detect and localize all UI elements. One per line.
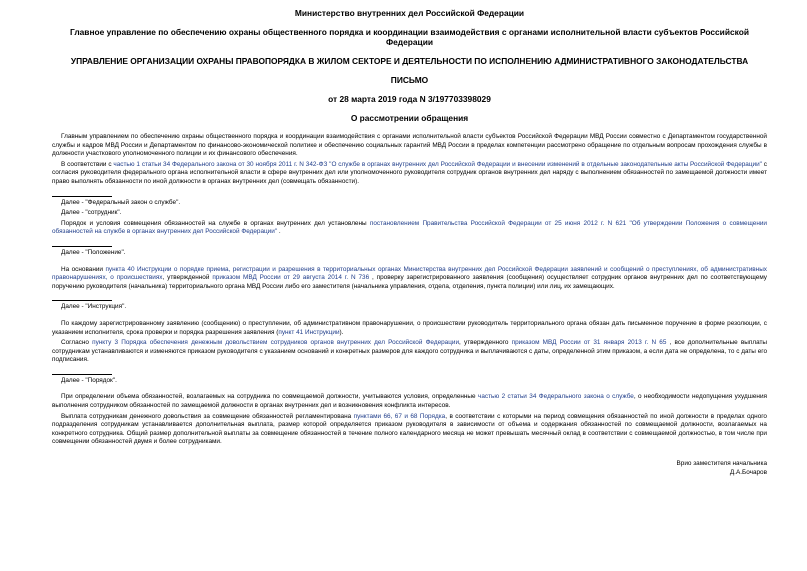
procedure-items-66-68-link[interactable]: пунктами 66, 67 и 68 Порядка <box>353 412 446 420</box>
paragraph-payments <box>52 339 767 365</box>
paragraph-intro: Главным управлением по обеспечению охраны общественного порядка и координации взаимодействия с органами исполнительной власти субъектов Российской Федерации МВД России совместно с Департаментом государственной службы и кадров МВД России и Департаментом по финансово-экономической политике и обеспечению социальных гарантий МВД России в пределах компетенции рассмотрено обращение по отдельным вопросам прохождения службы в должности участкового уполномоченного полиции и их финансового обеспечения. <box>52 133 767 158</box>
text-fragment: В соответствии с <box>61 160 114 168</box>
text-fragment: с согласия руководителя федерального органа исполнительной власти в сфере внутренних дел или уполномоченного руководителя сотрудник органов внутренних дел наряду с выполнением обязанностей по замещаемой должности имеет право выполнять обязанности по иной должности в органах внутренних дел (совмещать обязанности). <box>52 160 767 185</box>
signature-name: Д.А.Бочаров <box>729 469 767 477</box>
text-fragment: ). <box>339 328 344 336</box>
instruction-item41-link[interactable]: пункт 41 Инструкции <box>278 328 340 336</box>
footnote-separator <box>52 246 112 247</box>
paragraph-duties-volume <box>52 393 767 410</box>
resolution-621-link[interactable]: постановлением Правительства Российской Федерации от 25 июня 2012 г. N 621 "Об утверждении Положения о совмещении обязанностей на службе в органах внутренних дел Российской Федерации" <box>52 219 767 236</box>
document-date-number: от 28 марта 2019 года N 3/197703398029 <box>328 94 491 104</box>
text-fragment: , все дополнительные выплаты сотрудникам устанавливаются и изменяются приказом руководителя с указанием оснований и конкретных размеров для каждого сотрудника и выплачиваются с даты, определенной этим приказом, а если дата не определена, то с даты его подписания. <box>52 339 768 364</box>
paragraph-regulation <box>52 220 767 237</box>
order-65-link[interactable]: приказом МВД России от 31 января 2013 г. N 65 <box>511 339 667 347</box>
footnote-separator <box>52 300 112 301</box>
text-fragment: . <box>277 228 281 236</box>
signature-position: Врио заместителя начальника <box>676 460 767 468</box>
text-fragment: , в соответствии с которыми на период совмещения обязанностей по иной должности в пределах одного подразделения сотрудникам устанавливается дополнительная выплата, размер которой определяется приказом руководителя в зависимости от объема и содержания обязанностей по совмещаемой должности, возлагаемых на конкретного сотрудника. Общий размер дополнительной выплаты за совмещение обязанностей в течение полного календарного месяца не может превышать месячный оклад в соответствии с совмещаемой должностью, в том числе при совмещении обязанностей двумя и более сотрудниками. <box>52 412 767 446</box>
procedure-item3-link[interactable]: пункту 3 Порядка обеспечения денежным довольствием сотрудников органов внутренних дел Российской Федерации <box>92 339 460 347</box>
text-fragment: При определении объема обязанностей, возлагаемых на сотрудника по совмещаемой должности, учитываются условия, определенные <box>61 393 479 401</box>
ministry-title: Министерство внутренних дел Российской Федерации <box>294 8 525 18</box>
text-fragment: На основании <box>61 265 106 273</box>
text-fragment: Порядок и условия совмещения обязанностей на службе в органах внутренних дел установлены <box>61 219 370 227</box>
footnote-procedure: Далее - "Порядок". <box>61 376 117 384</box>
text-fragment: , утвержденного <box>459 339 512 347</box>
footnote-law: Далее - "Федеральный закон о службе". <box>61 198 181 206</box>
main-directorate-title: Главное управление по обеспечению охраны общественного порядка и координации взаимодействия с органами исполнительной власти субъектов Российской Федерации <box>70 27 749 47</box>
paragraph-resolution <box>52 320 767 337</box>
paragraph-instruction <box>52 266 767 292</box>
directorate-title: УПРАВЛЕНИЕ ОРГАНИЗАЦИИ ОХРАНЫ ПРАВОПОРЯДКА В ЖИЛОМ СЕКТОРЕ И ДЕЯТЕЛЬНОСТИ ПО ИСПОЛНЕНИЮ АДМИНИСТРАТИВНОГО ЗАКОНОДАТЕЛЬСТВА <box>70 56 749 66</box>
text-fragment: Согласно <box>61 339 93 347</box>
law-342fz-link[interactable]: частью 1 статьи 34 Федерального закона от 30 ноября 2011 г. N 342-ФЗ "О службе в органах внутренних дел Российской Федерации и внесении изменений в отдельные законодательные акты Российской Федерации" <box>113 160 762 168</box>
law-part2-art34-link[interactable]: частью 2 статьи 34 Федерального закона о службе <box>478 393 634 401</box>
document-type: ПИСЬМО <box>390 75 429 85</box>
text-fragment: , о необходимости недопущения ухудшения выполнения сотрудником обязанностей по замещаемой должности в органах внутренних дел и возникновения конфликта интересов. <box>52 393 767 410</box>
footnote-regulation: Далее - "Положение". <box>61 248 126 256</box>
instruction-item40-link[interactable]: пункта 40 Инструкции о порядке приема, регистрации и разрешения в территориальных органах Министерства внутренних дел Российской Федерации заявлений и сообщений о преступлениях, об административных правонарушениях, о происшествиях <box>52 265 767 282</box>
text-fragment: , утвержденной <box>162 274 213 282</box>
document-body <box>52 133 767 447</box>
footnote-employee: Далее - "сотрудник". <box>61 209 122 217</box>
paragraph-combination-pay <box>52 413 767 447</box>
signature-block <box>52 459 767 477</box>
footnote-instruction: Далее - "Инструкция". <box>61 303 127 311</box>
document-subject: О рассмотрении обращения <box>350 113 469 123</box>
footnote-separator <box>52 374 112 375</box>
text-fragment: По каждому зарегистрированному заявлению (сообщению) о преступлении, об административном правонарушении, о происшествии руководитель территориального органа обязан дать письменное поручение в форме резолюции, с указанием исполнителя, срока проверки и порядка разрешения заявления ( <box>52 319 767 336</box>
text-fragment: , проверку зарегистрированного заявления (сообщения) осуществляет сотрудник органов внутренних дел по соответствующему поручению руководителя (начальника) территориального органа МВД России либо его заместителя (начальника управления, отдела, отделения, пункта полиции) или лиц, их замещающих. <box>52 274 767 290</box>
text-fragment: Выплата сотрудникам денежного довольствия за совмещение обязанностей регламентирована <box>61 412 354 420</box>
order-736-link[interactable]: приказом МВД России от 29 августа 2014 г. N 736 <box>212 274 370 282</box>
paragraph-law-reference <box>52 161 767 187</box>
footnote-separator <box>52 196 112 197</box>
